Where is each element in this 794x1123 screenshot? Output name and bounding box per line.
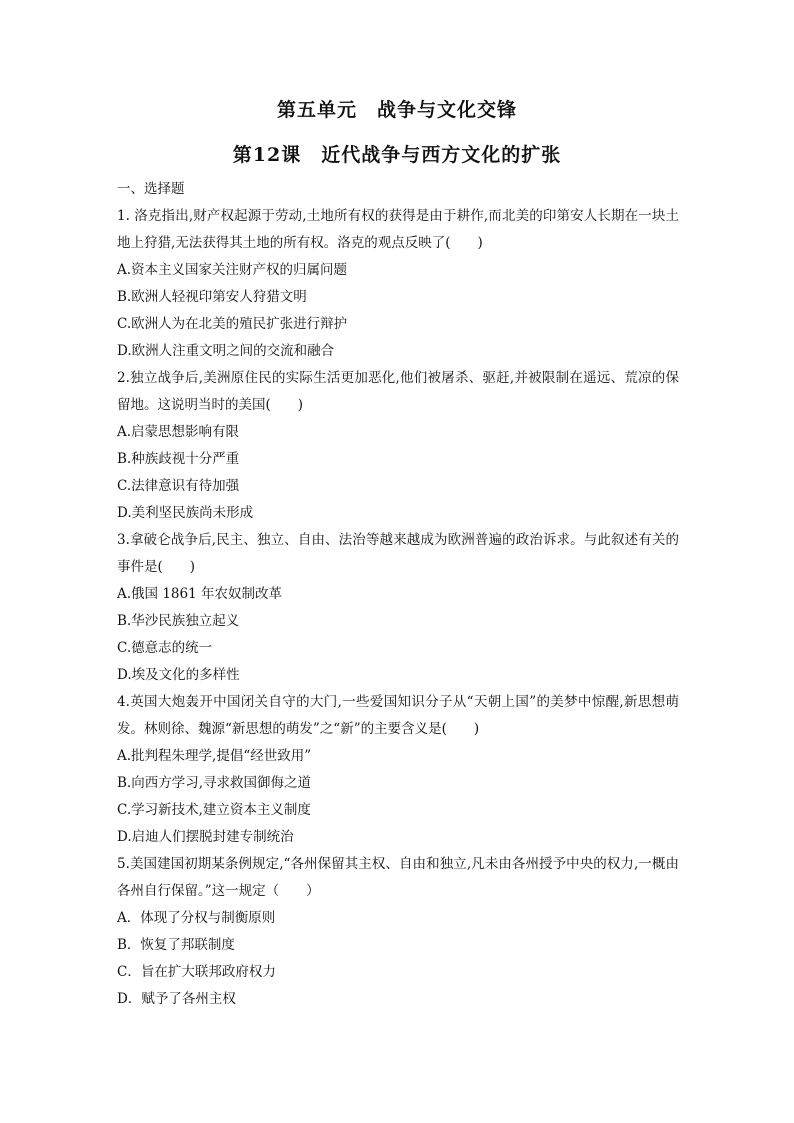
question-3 bbox=[117, 527, 679, 689]
option-c: C．旨在扩大联邦政府权力 bbox=[117, 964, 276, 980]
option-d: D．赋予了各州主权 bbox=[117, 991, 236, 1007]
question-stem: 3.拿破仑战争后,民主、独立、自由、法治等越来越成为欧洲普遍的政治诉求。与此叙述有关的事件是( ) bbox=[117, 532, 679, 575]
option-b: B.欧洲人轻视印第安人狩猎文明 bbox=[117, 289, 307, 305]
option-a: A．体现了分权与制衡原则 bbox=[117, 910, 276, 926]
question-list bbox=[117, 176, 679, 1013]
option-a: A.批判程朱理学,提倡“经世致用” bbox=[117, 748, 312, 764]
option-d: D.埃及文化的多样性 bbox=[117, 667, 240, 683]
question-stem: 5.美国建国初期某条例规定,“各州保留其主权、自由和独立,凡未由各州授予中央的权力,一概由各州自行保留。”这一规定（ ） bbox=[117, 856, 679, 899]
question-2 bbox=[117, 365, 679, 527]
option-c: C.学习新技术,建立资本主义制度 bbox=[117, 802, 311, 818]
question-stem: 2.独立战争后,美洲原住民的实际生活更加恶化,他们被屠杀、驱赶,并被限制在遥远、荒凉的保留地。这说明当时的美国( ) bbox=[117, 370, 679, 413]
option-b: B.向西方学习,寻求救国御侮之道 bbox=[117, 775, 312, 791]
option-c: C.欧洲人为在北美的殖民扩张进行辩护 bbox=[117, 316, 348, 332]
question-4 bbox=[117, 689, 679, 851]
lesson-title: 第12课 近代战争与西方文化的扩张 bbox=[232, 144, 562, 166]
option-a: A.启蒙思想影响有限 bbox=[117, 424, 240, 440]
option-d: D.美利坚民族尚未形成 bbox=[117, 505, 254, 521]
question-1 bbox=[117, 203, 679, 365]
unit-title: 第五单元 战争与文化交锋 bbox=[276, 99, 517, 121]
option-d: D.启迪人们摆脱封建专制统治 bbox=[117, 829, 294, 845]
question-stem: 4.英国大炮轰开中国闭关自守的大门,一些爱国知识分子从“天朝上国”的美梦中惊醒,新思想萌发。林则徐、魏源“新思想的萌发”之“新”的主要含义是( ) bbox=[117, 694, 679, 737]
option-b: B．恢复了邦联制度 bbox=[117, 937, 235, 953]
option-d: D.欧洲人注重文明之间的交流和融合 bbox=[117, 343, 335, 359]
option-a: A.俄国 1861 年农奴制改革 bbox=[117, 586, 282, 602]
option-b: B.华沙民族独立起义 bbox=[117, 613, 240, 629]
option-c: C.法律意识有待加强 bbox=[117, 478, 240, 494]
question-5 bbox=[117, 851, 679, 1013]
option-b: B.种族歧视十分严重 bbox=[117, 451, 240, 467]
option-a: A.资本主义国家关注财产权的归属问题 bbox=[117, 262, 348, 278]
option-c: C.德意志的统一 bbox=[117, 640, 213, 656]
section-heading: 一、选择题 bbox=[117, 181, 185, 197]
question-stem: 1. 洛克指出,财产权起源于劳动,土地所有权的获得是由于耕作,而北美的印第安人长期在一块土地上狩猎,无法获得其土地的所有权。洛克的观点反映了( ) bbox=[117, 208, 679, 251]
